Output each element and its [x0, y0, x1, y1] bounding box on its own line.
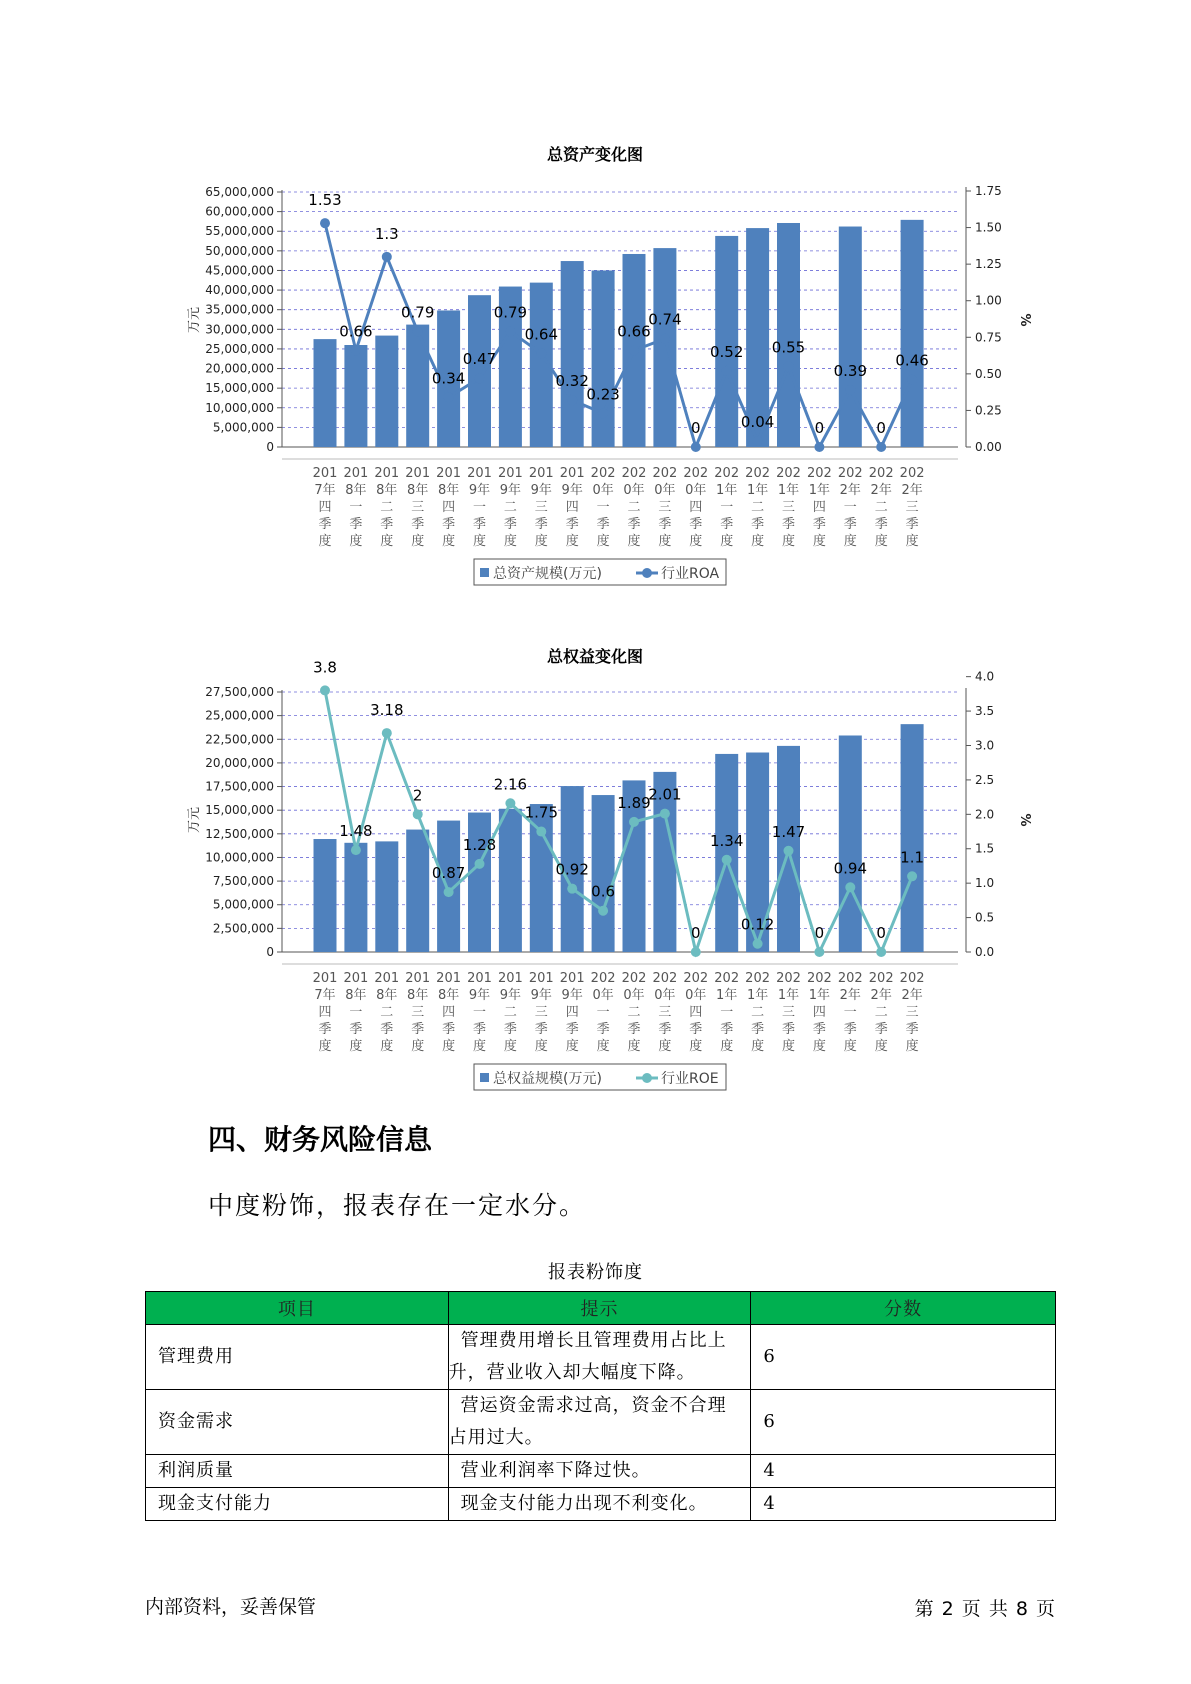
line-point: [567, 884, 577, 894]
row-score: 6: [751, 1325, 1056, 1390]
line-point: [845, 882, 855, 892]
y-tick-label: 30,000,000: [205, 322, 274, 337]
data-label: 2.16: [493, 775, 528, 794]
data-label: 1.53: [308, 191, 342, 210]
row-hint: [448, 1488, 751, 1521]
row-score: 6: [751, 1390, 1056, 1455]
data-label: 0: [814, 419, 825, 437]
y2-tick-label: 2.5: [975, 772, 995, 787]
y2-tick-label: 0.00: [975, 440, 1002, 454]
data-label: 0.46: [895, 351, 929, 370]
x-tick-label: 202 1年三季度: [776, 971, 801, 1054]
row-hint: [448, 1390, 751, 1455]
data-label: 0.64: [524, 325, 559, 344]
y-tick-label: 0: [266, 945, 274, 959]
data-label: 1.1: [900, 848, 925, 867]
data-label: 0.79: [400, 303, 435, 322]
x-tick-label: 202 2年一季度: [837, 466, 863, 549]
row-item: 现金支付能力: [146, 1488, 449, 1521]
line-point: [876, 947, 886, 957]
section-summary: 中度粉饰，报表存在一定水分。: [208, 1191, 587, 1220]
section-heading: 四、财务风险信息: [208, 1123, 433, 1156]
row-hint-line: 管理费用增长且管理费用占比上: [460, 1330, 727, 1351]
x-tick-label: 202 0年四季度: [683, 466, 709, 549]
x-tick-label: 201 8年一季度: [343, 466, 369, 549]
row-hint-line: 营业利润率下降过快。: [460, 1460, 651, 1481]
header-item: 项目: [146, 1292, 449, 1325]
data-label: 0: [814, 924, 825, 942]
data-label: 0.94: [833, 859, 868, 878]
y-tick-label: 2,500,000: [212, 921, 274, 936]
x-tick-label: 202 1年四季度: [806, 971, 832, 1054]
y-tick-label: 17,500,000: [205, 779, 274, 794]
data-label: 2: [412, 786, 423, 805]
x-tick-label: 202 1年二季度: [745, 466, 771, 549]
y2-tick-label: 0.5: [975, 910, 995, 925]
header-score: 分数: [751, 1292, 1056, 1325]
y2-tick-label: 1.50: [975, 220, 1002, 235]
y-tick-label: 55,000,000: [205, 224, 274, 239]
y-tick-label: 20,000,000: [205, 755, 274, 770]
table-row: [146, 1390, 1056, 1455]
x-tick-label: 202 1年二季度: [745, 971, 771, 1054]
y2-tick-label: 1.0: [975, 876, 995, 891]
line-point: [691, 947, 701, 957]
y2-axis-unit: %: [1017, 813, 1032, 827]
y2-tick-label: 0.50: [975, 366, 1002, 381]
y2-tick-label: 1.25: [975, 257, 1002, 272]
y-tick-label: 7,500,000: [212, 874, 274, 889]
data-label: 1.34: [709, 831, 744, 850]
y2-tick-label: 3.0: [975, 738, 995, 753]
data-label: 0.74: [648, 310, 682, 329]
x-tick-label: 201 8年一季度: [343, 971, 369, 1054]
x-tick-label: 201 9年三季度: [528, 971, 554, 1054]
row-hint: [448, 1325, 751, 1390]
x-tick-label: 201 9年一季度: [467, 466, 492, 549]
data-label: 0.04: [740, 413, 775, 432]
y2-tick-label: 1.5: [975, 841, 995, 856]
line-point: [629, 817, 639, 827]
legend-line-marker: [642, 1073, 652, 1083]
x-tick-label: 202 0年三季度: [652, 971, 678, 1054]
x-tick-label: 202 0年一季度: [590, 971, 616, 1054]
data-label: 0.92: [555, 860, 589, 879]
y-tick-label: 25,000,000: [205, 341, 274, 356]
x-tick-label: 202 1年三季度: [776, 466, 801, 549]
line-point: [351, 845, 361, 855]
x-tick-label: 202 0年二季度: [621, 466, 647, 549]
data-label: 1.47: [771, 822, 806, 841]
x-tick-label: 201 9年二季度: [497, 971, 523, 1054]
y2-tick-label: 1.75: [975, 184, 1002, 198]
table-row: [146, 1325, 1056, 1390]
data-label: 0.12: [740, 915, 775, 934]
row-score: 4: [751, 1488, 1056, 1521]
line-point: [753, 939, 763, 949]
line-point: [320, 685, 330, 695]
bar: [592, 795, 615, 952]
y-tick-label: 35,000,000: [205, 302, 274, 317]
x-tick-label: 201 9年四季度: [559, 971, 585, 1054]
y-tick-label: 22,500,000: [205, 732, 274, 747]
y-tick-label: 10,000,000: [205, 850, 274, 865]
legend-line-label: 行业ROA: [661, 566, 720, 582]
y-tick-label: 5,000,000: [212, 897, 274, 912]
chart-title: 总权益变化图: [546, 647, 644, 666]
y-tick-label: 12,500,000: [205, 826, 274, 841]
y-tick-label: 25,000,000: [205, 708, 274, 723]
y2-tick-label: 0.0: [975, 945, 995, 959]
row-hint-line: 现金支付能力出现不利变化。: [460, 1493, 708, 1514]
row-hint: [448, 1455, 751, 1488]
x-tick-label: 201 8年三季度: [405, 971, 431, 1054]
data-label: 3.8: [313, 658, 337, 677]
bar: [314, 839, 337, 952]
line-point: [444, 887, 454, 897]
y2-tick-label: 0.75: [975, 330, 1002, 345]
y-tick-label: 10,000,000: [205, 400, 274, 415]
x-tick-label: 201 8年四季度: [436, 466, 462, 549]
data-label: 2.01: [648, 785, 682, 804]
y-tick-label: 65,000,000: [205, 185, 274, 199]
bar: [530, 804, 553, 952]
y-tick-label: 15,000,000: [205, 803, 274, 818]
row-item: 利润质量: [146, 1455, 449, 1488]
data-label: 1.48: [339, 822, 373, 841]
row-hint-line: 营运资金需求过高，资金不合理: [460, 1395, 727, 1416]
y2-tick-label: 2.0: [975, 807, 995, 822]
x-tick-label: 202 0年三季度: [652, 466, 678, 549]
x-tick-label: 201 9年一季度: [467, 971, 492, 1054]
y-tick-label: 20,000,000: [205, 361, 274, 376]
x-tick-label: 201 9年三季度: [528, 466, 554, 549]
x-tick-label: 202 1年一季度: [714, 971, 740, 1054]
y-axis-unit: 万元: [187, 306, 202, 334]
x-tick-label: 201 9年四季度: [559, 466, 585, 549]
data-label: 0: [691, 924, 701, 942]
bar: [839, 735, 862, 952]
window-dressing-table: [145, 1291, 1056, 1521]
data-label: 0.23: [586, 385, 620, 404]
data-label: 0.55: [771, 338, 806, 357]
legend-line-label: 行业ROE: [661, 1071, 719, 1087]
table-header-row: [146, 1292, 1056, 1325]
y-axis-unit: 万元: [187, 806, 202, 834]
x-tick-label: 202 2年一季度: [837, 971, 863, 1054]
y-tick-label: 45,000,000: [205, 263, 274, 278]
table-row: [146, 1455, 1056, 1488]
x-tick-label: 202 2年三季度: [899, 971, 925, 1054]
x-tick-label: 202 0年二季度: [621, 971, 647, 1054]
y-tick-label: 40,000,000: [205, 283, 274, 298]
data-label: 1.75: [524, 803, 559, 822]
x-tick-label: 202 0年四季度: [683, 971, 709, 1054]
data-label: 0.66: [617, 322, 651, 341]
line-point: [722, 855, 732, 865]
bar: [406, 830, 429, 952]
header-hint: 提示: [448, 1292, 751, 1325]
table-row: [146, 1488, 1056, 1521]
data-label: 0.32: [555, 372, 589, 391]
data-label: 1.3: [374, 224, 399, 243]
x-tick-label: 202 2年二季度: [868, 971, 894, 1054]
line-point: [598, 906, 608, 916]
x-tick-label: 201 9年二季度: [497, 466, 523, 549]
data-label: 0.6: [591, 882, 616, 901]
x-tick-label: 202 1年一季度: [714, 466, 740, 549]
line-point: [505, 798, 515, 808]
x-tick-label: 201 8年三季度: [405, 466, 431, 549]
row-item: 管理费用: [146, 1325, 449, 1390]
bar: [468, 813, 491, 952]
table-caption: 报表粉饰度: [548, 1262, 643, 1283]
line-point: [475, 859, 485, 869]
x-tick-label: 202 2年二季度: [868, 466, 894, 549]
data-label: 3.18: [370, 701, 404, 720]
data-label: 0: [691, 419, 701, 437]
y2-tick-label: 3.5: [975, 704, 995, 719]
line-point: [382, 728, 392, 738]
legend-bar-label: 总资产规模(万元): [493, 566, 602, 582]
data-label: 0.34: [431, 369, 466, 388]
line-point: [907, 871, 917, 881]
data-label: 0.39: [833, 361, 868, 380]
legend-bar-label: 总权益规模(万元): [493, 1071, 602, 1087]
bar: [375, 841, 398, 952]
x-tick-label: 201 8年四季度: [436, 971, 462, 1054]
data-label: 0.66: [339, 322, 373, 341]
footer-page-number: 第 2 页 共 8 页: [914, 1598, 1056, 1620]
data-label: 0: [876, 419, 886, 437]
line-point: [536, 827, 546, 837]
line-point: [413, 809, 423, 819]
data-label: 0.47: [462, 350, 497, 369]
data-label: 0.87: [431, 864, 466, 883]
line-point: [814, 947, 824, 957]
x-tick-label: 201 7年四季度: [312, 971, 338, 1054]
x-tick-label: 202 1年四季度: [806, 466, 832, 549]
data-label: 0.52: [709, 342, 744, 361]
bar: [901, 724, 924, 952]
y-tick-label: 15,000,000: [205, 381, 274, 396]
y-tick-label: 0: [266, 440, 274, 454]
legend-bar-swatch: [480, 1073, 489, 1082]
row-score: 4: [751, 1455, 1056, 1488]
row-hint-line: 占用过大。: [448, 1427, 544, 1448]
x-tick-label: 201 8年二季度: [374, 466, 400, 549]
data-label: 1.28: [462, 835, 497, 854]
bar: [715, 754, 738, 952]
x-tick-label: 201 7年四季度: [312, 466, 338, 549]
y2-tick-label: 0.25: [975, 403, 1002, 418]
data-label: 0: [876, 924, 886, 942]
chart-title: 总资产变化图: [546, 145, 644, 164]
y-tick-label: 5,000,000: [212, 420, 274, 435]
y2-tick-label: 4.0: [975, 669, 995, 684]
y-tick-label: 50,000,000: [205, 243, 274, 258]
x-tick-label: 202 0年一季度: [590, 466, 616, 549]
y-tick-label: 60,000,000: [205, 204, 274, 219]
y-tick-label: 27,500,000: [205, 685, 274, 699]
data-label: 1.89: [617, 793, 651, 812]
bar: [499, 809, 522, 952]
line-point: [660, 809, 670, 819]
y2-tick-label: 1.00: [975, 293, 1002, 308]
x-tick-label: 202 2年三季度: [899, 466, 925, 549]
y2-axis-unit: %: [1017, 313, 1032, 327]
footer-confidential-note: 内部资料，妥善保管: [145, 1596, 317, 1618]
line-point: [784, 846, 794, 856]
row-item: 资金需求: [146, 1390, 449, 1455]
x-tick-label: 201 8年二季度: [374, 971, 400, 1054]
bar: [344, 843, 367, 952]
row-hint-line: 升，营业收入却大幅度下降。: [448, 1362, 696, 1383]
data-label: 0.79: [493, 303, 528, 322]
